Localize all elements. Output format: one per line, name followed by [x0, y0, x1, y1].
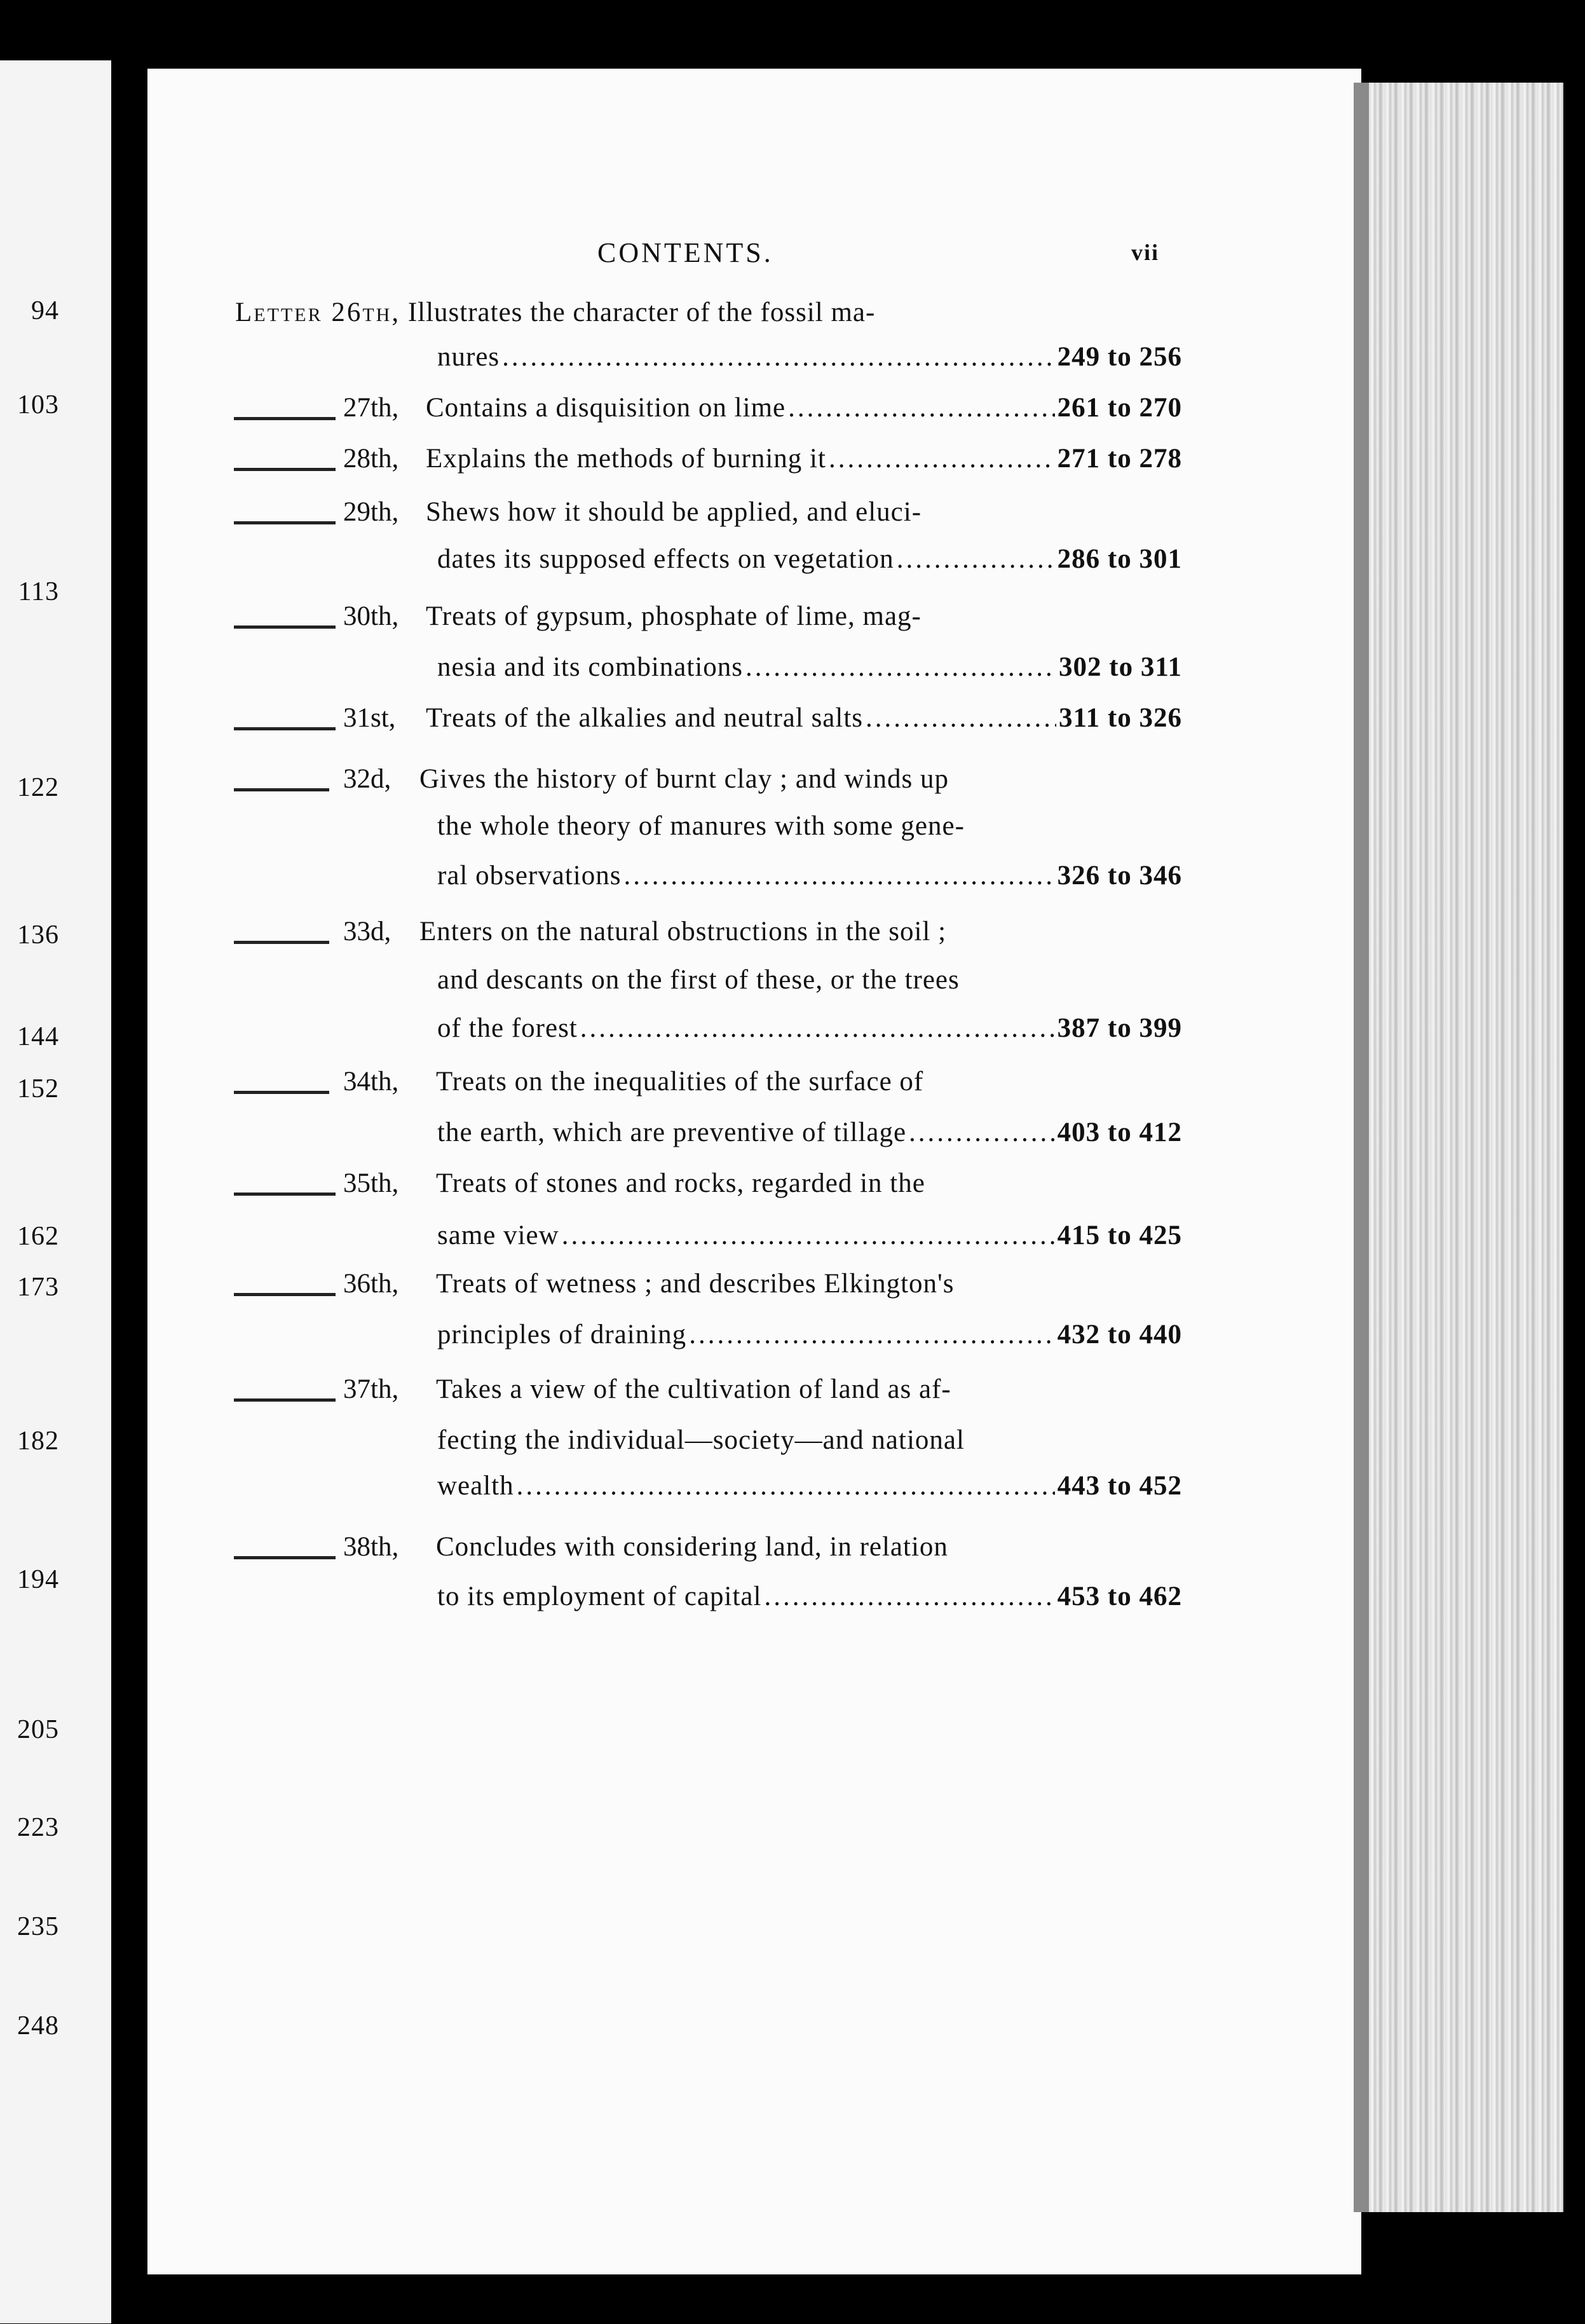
- entry-pages: 403 to 412: [1057, 1118, 1182, 1147]
- entry-pages: 261 to 270: [1057, 393, 1182, 423]
- entry-pages: 387 to 399: [1057, 1013, 1182, 1043]
- entry-pages: 311 to 326: [1059, 703, 1182, 733]
- entry-text: Gives the history of burnt clay ; and winds up: [419, 764, 949, 794]
- ditto-rule: [234, 1091, 329, 1094]
- toc-entry-line: [235, 294, 1182, 332]
- entry-ordinal: 31st,: [343, 703, 396, 733]
- left-page-number: 152: [17, 1074, 59, 1104]
- entry-ordinal: 29th,: [343, 497, 399, 527]
- entry-text: Enters on the natural obstructions in the soil ;: [419, 917, 947, 947]
- entry-text: same view: [437, 1220, 559, 1250]
- toc-entry-line: [437, 857, 1182, 895]
- entry-text: wealth: [437, 1471, 514, 1501]
- toc-entry-line: [437, 961, 1182, 999]
- ditto-rule: [234, 1398, 336, 1402]
- entry-pages: 453 to 462: [1057, 1582, 1182, 1611]
- toc-entry-line: [437, 1114, 1182, 1152]
- entry-text: Illustrates the character of the fossil ma-: [407, 297, 876, 327]
- toc-entry-line: [436, 1165, 1182, 1203]
- left-page-number: 122: [17, 773, 59, 802]
- entry-text: principles of draining: [437, 1320, 687, 1350]
- toc-entry-line: [426, 440, 1182, 478]
- entry-ordinal: 35th,: [343, 1168, 399, 1198]
- entry-pages: 443 to 452: [1057, 1471, 1182, 1501]
- entry-text: Treats of wetness ; and describes Elkington's: [436, 1269, 955, 1299]
- entry-text: of the forest: [437, 1013, 578, 1043]
- left-page-number: 223: [17, 1813, 59, 1842]
- entry-text: nesia and its combinations: [437, 652, 744, 682]
- toc-entry-line: [437, 1009, 1182, 1048]
- toc-entry-line: [437, 648, 1182, 687]
- entry-text: Shews how it should be applied, and eluci-: [426, 497, 922, 527]
- entry-text: Takes a view of the cultivation of land as af-: [436, 1374, 951, 1404]
- entry-ordinal: Letter 26th,: [235, 297, 401, 327]
- entry-ordinal: 37th,: [343, 1374, 399, 1404]
- dot-leader: [502, 338, 1055, 376]
- dot-leader: [517, 1467, 1055, 1505]
- entry-pages: 326 to 346: [1057, 861, 1182, 891]
- toc-entry-line: [436, 1370, 1182, 1409]
- toc-entry-line: [437, 1217, 1182, 1255]
- dot-leader: [689, 1316, 1054, 1354]
- left-page-number: 113: [18, 577, 59, 606]
- entry-text: to its employment of capital: [437, 1582, 762, 1611]
- page-edge-shadow: [1354, 83, 1369, 2212]
- entry-text: ral observations: [437, 861, 622, 891]
- page-edges: [1354, 83, 1563, 2212]
- ditto-rule: [234, 788, 329, 791]
- ditto-rule: [234, 417, 336, 420]
- ditto-rule: [234, 1193, 336, 1196]
- dot-leader: [909, 1114, 1055, 1152]
- entry-ordinal: 33d,: [343, 917, 391, 947]
- toc-entry-line: [437, 807, 1182, 845]
- entry-pages: 432 to 440: [1057, 1320, 1182, 1350]
- entry-text: nures: [437, 342, 500, 372]
- entry-text: fecting the individual—society—and national: [437, 1425, 965, 1455]
- left-facing-page: [0, 60, 111, 2323]
- left-page-number: 103: [17, 390, 59, 420]
- dot-leader: [829, 440, 1055, 478]
- left-page-number: 194: [17, 1565, 59, 1594]
- toc-entry-line: [426, 493, 1182, 531]
- entry-text: Treats on the inequalities of the surface of: [436, 1067, 924, 1097]
- toc-entry-line: [437, 540, 1182, 578]
- toc-entry-line: [437, 338, 1182, 376]
- dot-leader: [580, 1009, 1055, 1048]
- toc-entry-line: [426, 598, 1182, 636]
- left-page-number: 235: [17, 1912, 59, 1941]
- entry-text: Treats of the alkalies and neutral salts: [426, 703, 864, 733]
- entry-ordinal: 36th,: [343, 1269, 399, 1299]
- entry-text: Treats of stones and rocks, regarded in the: [436, 1168, 925, 1198]
- ditto-rule: [234, 727, 336, 730]
- toc-entry-line: [426, 699, 1182, 737]
- entry-pages: 415 to 425: [1057, 1220, 1182, 1250]
- toc-entry-line: [419, 913, 1182, 951]
- ditto-rule: [234, 625, 336, 629]
- toc-entry-line: [436, 1528, 1182, 1566]
- ditto-rule: [234, 468, 336, 471]
- left-page-number: 136: [17, 920, 59, 950]
- left-page-number: 182: [17, 1426, 59, 1456]
- toc-entry-line: [419, 760, 1182, 798]
- dot-leader: [897, 540, 1055, 578]
- entry-pages: 249 to 256: [1057, 342, 1182, 372]
- toc-entry-line: [437, 1578, 1182, 1616]
- running-title: CONTENTS.: [597, 237, 773, 268]
- entry-text: Contains a disquisition on lime: [426, 393, 786, 423]
- ditto-rule: [234, 521, 336, 524]
- entry-text: and descants on the first of these, or the trees: [437, 965, 960, 995]
- entry-ordinal: 32d,: [343, 764, 391, 794]
- left-page-number: 173: [17, 1273, 59, 1302]
- ditto-rule: [234, 941, 329, 944]
- toc-entry-line: [437, 1316, 1182, 1354]
- dot-leader: [764, 1578, 1054, 1616]
- entry-text: Concludes with considering land, in relation: [436, 1532, 948, 1562]
- entry-ordinal: 38th,: [343, 1532, 399, 1562]
- entry-text: Treats of gypsum, phosphate of lime, mag-: [426, 601, 922, 631]
- entry-pages: 302 to 311: [1059, 652, 1182, 682]
- toc-entry-line: [436, 1063, 1182, 1101]
- entry-text: the whole theory of manures with some gene-: [437, 811, 965, 841]
- dot-leader: [623, 857, 1054, 895]
- toc-entry-line: [437, 1421, 1182, 1459]
- toc-entry-line: [437, 1467, 1182, 1505]
- dot-leader: [788, 389, 1055, 427]
- dot-leader: [562, 1217, 1055, 1255]
- entry-text: Explains the methods of burning it: [426, 444, 826, 474]
- entry-pages: 271 to 278: [1057, 444, 1182, 474]
- toc-entry-line: [436, 1265, 1182, 1303]
- entry-ordinal: 27th,: [343, 393, 399, 423]
- entry-ordinal: 34th,: [343, 1067, 399, 1097]
- entry-text: dates its supposed effects on vegetation: [437, 544, 894, 574]
- entry-ordinal: 28th,: [343, 444, 399, 474]
- entry-ordinal: 30th,: [343, 601, 399, 631]
- entry-text: the earth, which are preventive of tillage: [437, 1118, 907, 1147]
- toc-entry-line: [426, 389, 1182, 427]
- page-folio: vii: [1131, 240, 1160, 265]
- left-page-number: 162: [17, 1222, 59, 1251]
- dot-leader: [745, 648, 1056, 687]
- entry-pages: 286 to 301: [1057, 544, 1182, 574]
- left-page-number: 94: [31, 296, 59, 325]
- ditto-rule: [234, 1556, 336, 1559]
- ditto-rule: [234, 1293, 336, 1296]
- left-page-number: 144: [17, 1022, 59, 1051]
- dot-leader: [866, 699, 1056, 737]
- left-page-number: 205: [17, 1715, 59, 1744]
- left-page-number: 248: [17, 2011, 59, 2040]
